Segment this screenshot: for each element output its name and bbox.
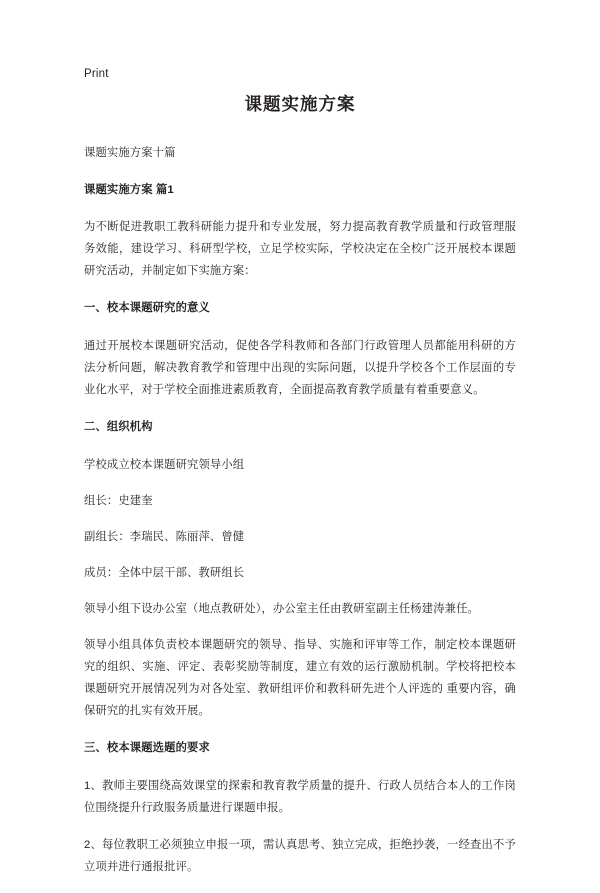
section-heading-2: 二、组织机构 <box>84 420 153 433</box>
section-heading-1: 一、校本课题研究的意义 <box>84 301 210 314</box>
paragraph-intro: 课题实施方案十篇 <box>84 146 176 159</box>
paragraph: 1、教师主要围绕高效课堂的探索和教育教学质量的提升、行政人员结合本人的工作岗位围绕提升行政服务质量进行课题申报。 <box>84 780 516 815</box>
paragraph: 2、每位教职工必须独立申报一项，需认真思考、独立完成，拒绝抄袭，一经查出不予立项并进行通报批评。 <box>84 839 516 874</box>
document-body <box>84 93 516 893</box>
section-heading-3: 三、校本课题选题的要求 <box>84 742 210 755</box>
paragraph: 为不断促进教职工教科研能力提升和专业发展，努力提高教育教学质量和行政管理服务效能，建设学习、科研型学校，立足学校实际，学校决定在全校广泛开展校本课题研究活动，并制定如下实施方案： <box>84 220 516 277</box>
paragraph: 通过开展校本课题研究活动，促使各学科教师和各部门行政管理人员都能用科研的方法分析问题，解决教育教学和管理中出现的实际问题，以提升学校各个工作层面的专业化水平，对于学校全面推进素质教育，全面提高教育教学质量有着重要意义。 <box>84 339 516 396</box>
print-link[interactable]: Print <box>84 68 109 80</box>
page-title: 课题实施方案 <box>244 94 356 114</box>
section-subtitle: 课题实施方案 篇1 <box>84 183 174 196</box>
paragraph: 副组长：李瑞民、陈丽萍、曾健 <box>84 530 245 543</box>
paragraph: 领导小组具体负责校本课题研究的领导、指导、实施和评审等工作，制定校本课题研究的组织、实施、评定、表彰奖励等制度，建立有效的运行激励机制。学校将把校本课题研究开展情况列为对各处室、教研组评价和教科研先进个人评选的 重要内容，确保研究的扎实有效开展。 <box>84 638 516 718</box>
paragraph: 组长：史建奎 <box>84 494 153 507</box>
paragraph: 成员：全体中层干部、教研组长 <box>84 566 245 579</box>
paragraph: 学校成立校本课题研究领导小组 <box>84 458 245 471</box>
paragraph: 领导小组下设办公室（地点教研处），办公室主任由教研室副主任杨建涛兼任。 <box>84 602 479 615</box>
